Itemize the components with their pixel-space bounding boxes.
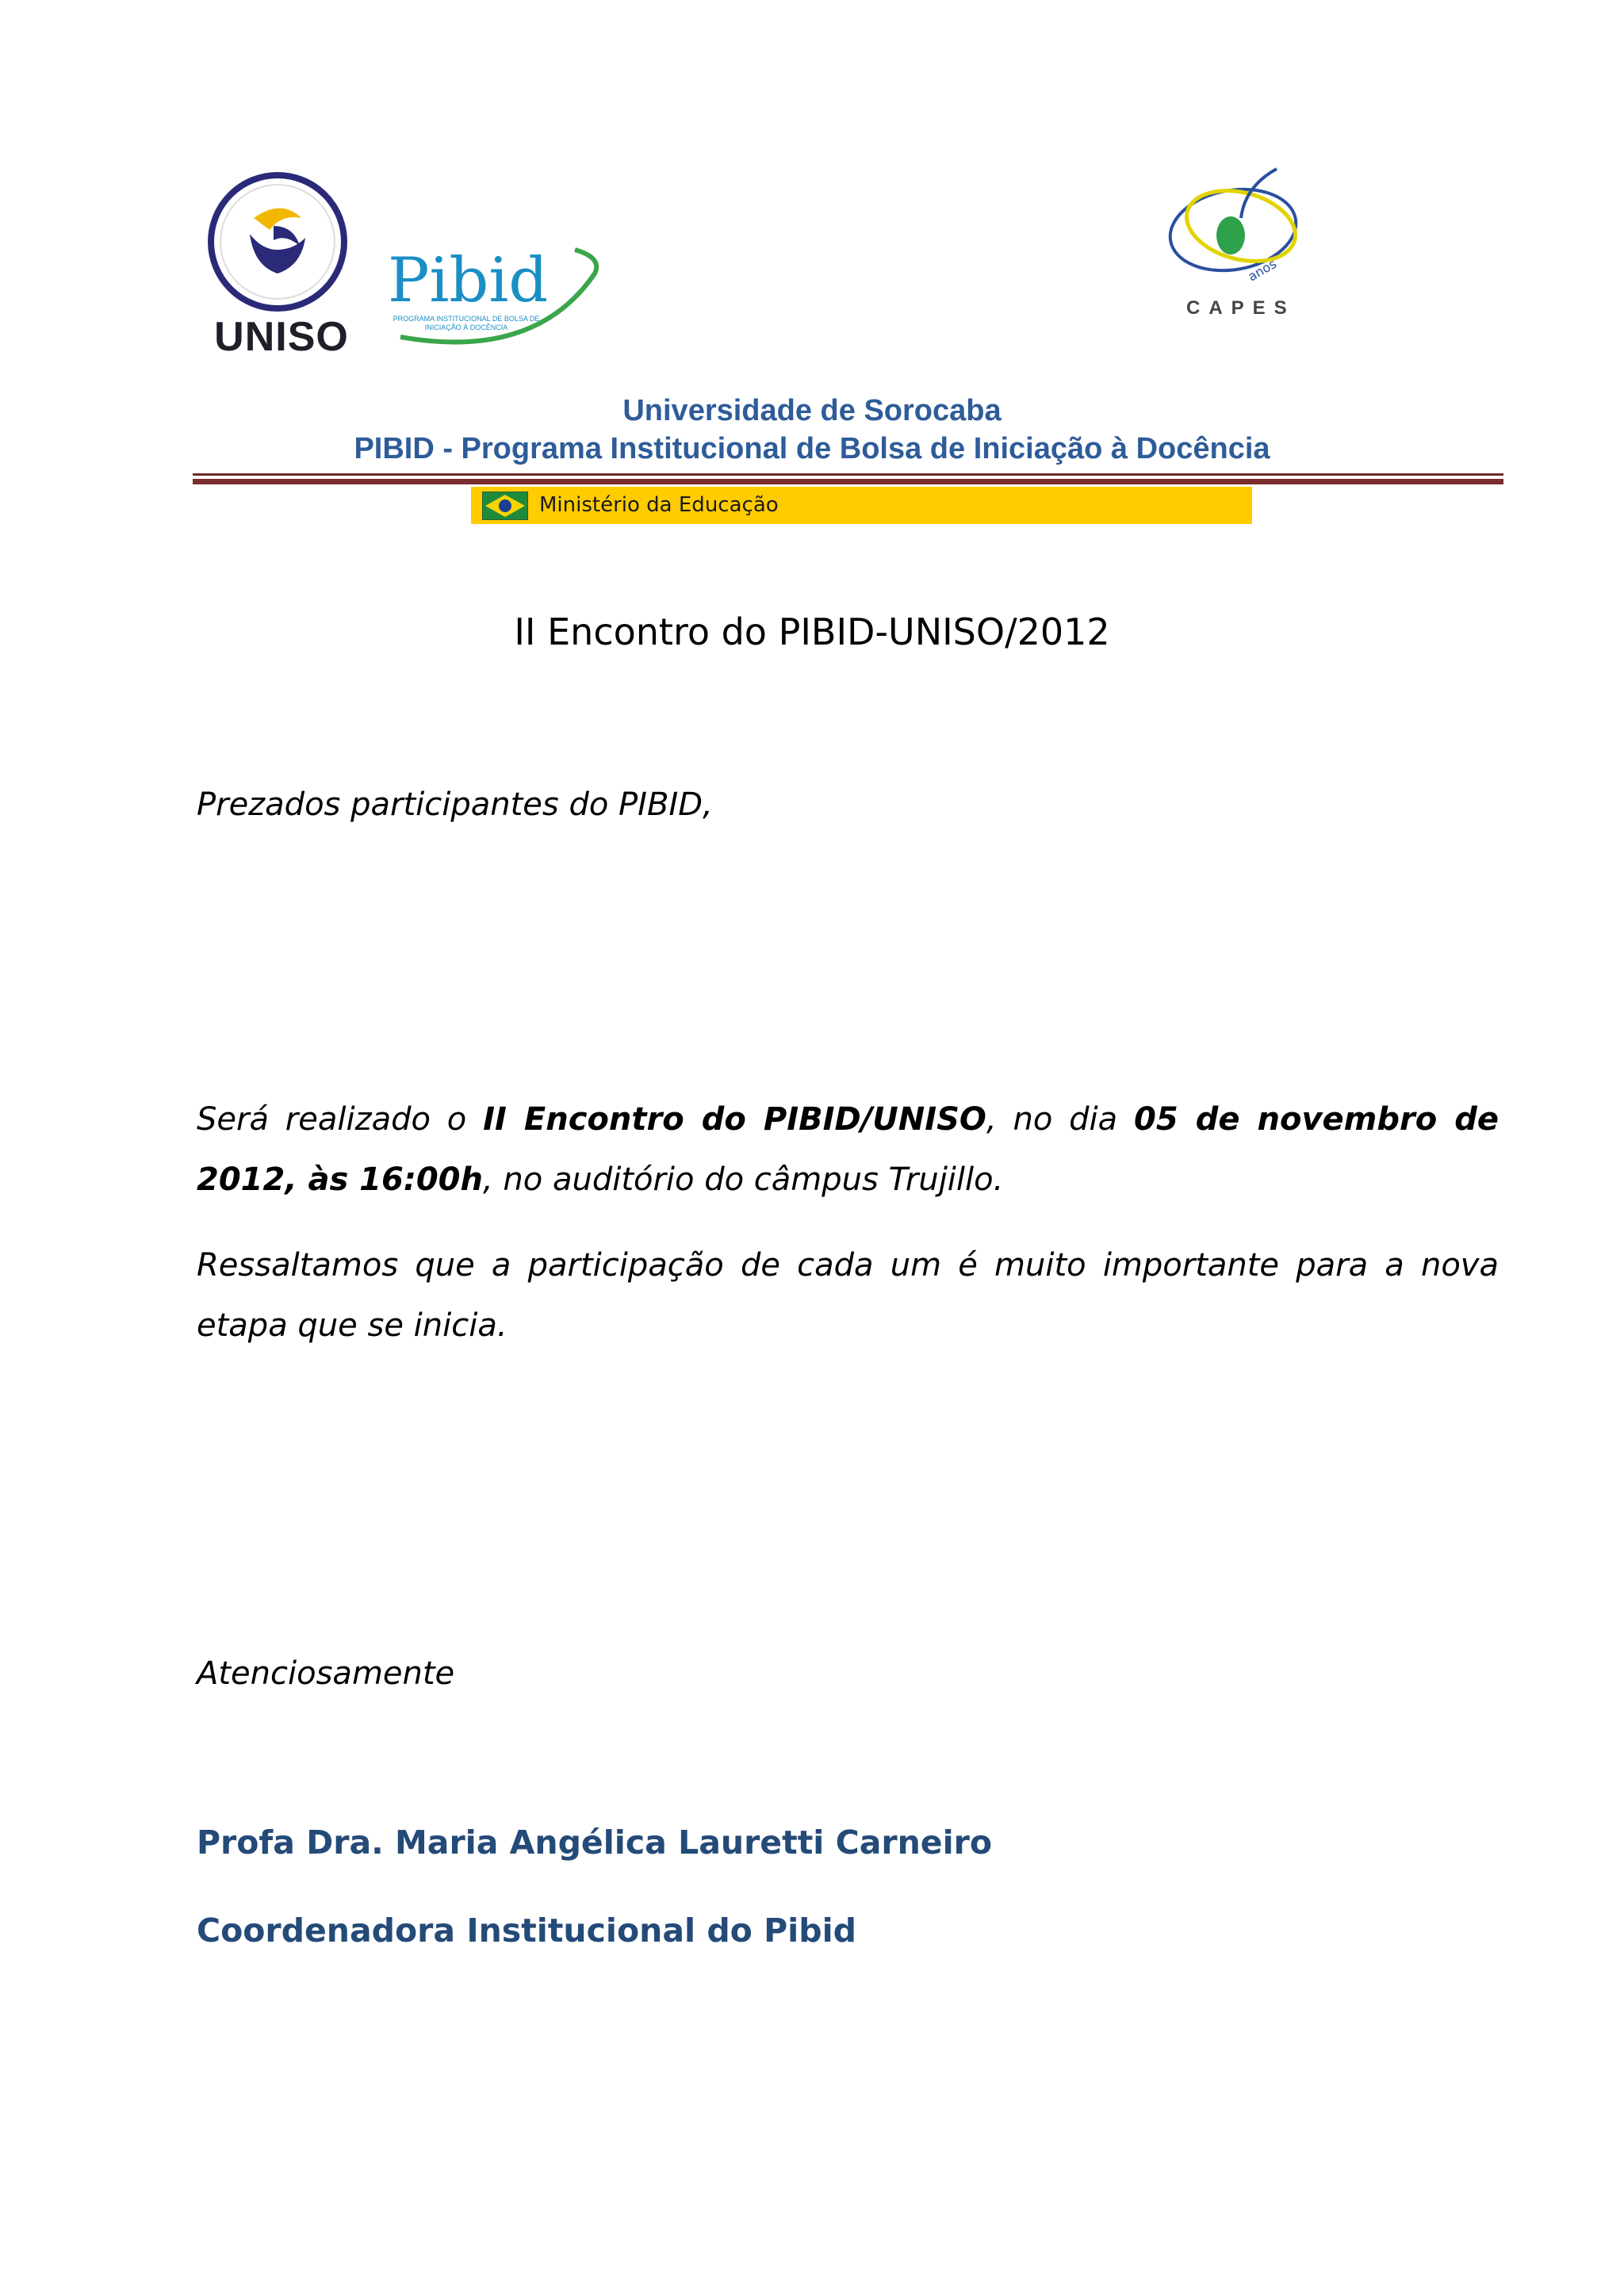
announcement-paragraph: [197, 1089, 1499, 1210]
capes-wordmark: CAPES: [1186, 297, 1296, 319]
signatory-role: Coordenadora Institucional do Pibid: [197, 1911, 856, 1950]
pibid-wordmark: Pibid: [388, 245, 549, 316]
program-name: PIBID - Programa Institucional de Bolsa de Iniciação à Docência: [354, 432, 1270, 465]
pibid-subtitle: PROGRAMA INSTITUCIONAL DE BOLSA DE INICIAÇÃO À DOCÊNCIA: [393, 315, 540, 331]
event-name: II Encontro do PIBID/UNISO: [483, 1101, 986, 1138]
header-divider-thin: [193, 473, 1503, 476]
announcement-text-1: Será realizado o: [197, 1101, 484, 1138]
capes-60-anos-icon: [1158, 163, 1316, 297]
uniso-emblem-icon: [206, 170, 349, 313]
closing: Atenciosamente: [197, 1655, 455, 1692]
greeting: Prezados participantes do PIBID,: [197, 786, 713, 823]
signatory-name: Profa Dra. Maria Angélica Lauretti Carneiro: [197, 1823, 993, 1862]
ministry-label: Ministério da Educação: [539, 493, 779, 517]
uniso-wordmark: UNISO: [214, 314, 349, 360]
announcement-text-2: , no dia: [986, 1101, 1134, 1138]
university-name: Universidade de Sorocaba: [622, 394, 1002, 427]
capes-anos-text: anos: [1245, 255, 1279, 285]
header-divider-thick: [193, 479, 1503, 484]
importance-paragraph: Ressaltamos que a participação de cada um é muito importante para a nova etapa que se inicia.: [197, 1247, 1499, 1344]
brazil-flag-icon: [482, 492, 528, 520]
uniso-logo: [198, 170, 365, 361]
ministry-banner: [471, 487, 1252, 524]
document-title: II Encontro do PIBID-UNISO/2012: [514, 610, 1110, 653]
announcement-text-3: , no auditório do câmpus Trujillo.: [482, 1161, 1004, 1198]
pibid-logo: [377, 242, 607, 353]
event-date-time: 05 de novembro de 2012, às 16:00h: [197, 1101, 1499, 1198]
capes-logo: [1158, 163, 1316, 321]
